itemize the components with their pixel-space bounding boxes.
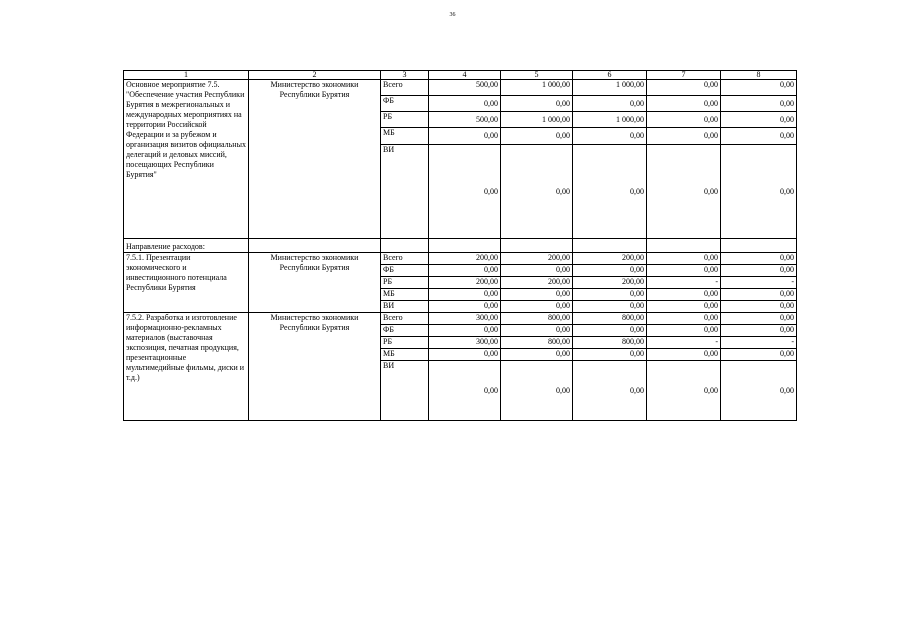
- column-header: 7: [647, 71, 721, 80]
- table-cell: [501, 239, 573, 253]
- table-cell: 0,00: [573, 289, 647, 301]
- table-cell: 200,00: [429, 277, 501, 289]
- table-cell: 0,00: [721, 128, 797, 145]
- table-cell: 200,00: [501, 253, 573, 265]
- table-cell: 0,00: [501, 301, 573, 313]
- table-cell: 0,00: [721, 253, 797, 265]
- activity-name: 7.5.1. Презентации экономического и инвестиционного потенциала Республики Бурятия: [124, 253, 249, 313]
- table-cell: 500,00: [429, 80, 501, 96]
- table-cell: 0,00: [429, 265, 501, 277]
- funding-source: Всего: [381, 253, 429, 265]
- column-header: 8: [721, 71, 797, 80]
- funding-source: МБ: [381, 349, 429, 361]
- table-cell: 800,00: [573, 337, 647, 349]
- table-row: [124, 253, 797, 265]
- funding-source: РБ: [381, 277, 429, 289]
- table-cell: 0,00: [501, 361, 573, 421]
- funding-source: МБ: [381, 289, 429, 301]
- table-cell: 0,00: [573, 301, 647, 313]
- table-cell: 0,00: [573, 325, 647, 337]
- table-cell: 0,00: [429, 128, 501, 145]
- table-cell: 0,00: [429, 145, 501, 239]
- table-cell: 200,00: [573, 277, 647, 289]
- table-cell: 0,00: [721, 112, 797, 128]
- table-cell: 0,00: [501, 128, 573, 145]
- table-cell: 0,00: [647, 128, 721, 145]
- table-cell: 0,00: [721, 80, 797, 96]
- table-cell: 1 000,00: [573, 80, 647, 96]
- funding-source: ФБ: [381, 265, 429, 277]
- table-cell: [249, 239, 381, 253]
- column-header: 4: [429, 71, 501, 80]
- table-cell: 300,00: [429, 337, 501, 349]
- direction-label: Направление расходов:: [124, 239, 249, 253]
- table-cell: 0,00: [429, 361, 501, 421]
- table-cell: 0,00: [501, 349, 573, 361]
- table-cell: 0,00: [721, 325, 797, 337]
- funding-source: ФБ: [381, 325, 429, 337]
- table-cell: 0,00: [647, 313, 721, 325]
- table-cell: 0,00: [647, 112, 721, 128]
- activity-executor: Министерство экономики Республики Бурятия: [249, 253, 381, 313]
- table-cell: 0,00: [501, 145, 573, 239]
- column-numbers-row: [124, 71, 797, 80]
- table-cell: 0,00: [573, 361, 647, 421]
- table-cell: 0,00: [721, 96, 797, 112]
- activity-executor: Министерство экономики Республики Бурятия: [249, 313, 381, 421]
- column-header: 2: [249, 71, 381, 80]
- table-cell: 0,00: [501, 265, 573, 277]
- table-cell: 0,00: [501, 96, 573, 112]
- table-cell: 1 000,00: [501, 80, 573, 96]
- column-header: 5: [501, 71, 573, 80]
- table-cell: 0,00: [647, 325, 721, 337]
- funding-source: ФБ: [381, 96, 429, 112]
- table-cell: -: [721, 277, 797, 289]
- table-cell: 0,00: [647, 289, 721, 301]
- table-cell: 800,00: [501, 313, 573, 325]
- table-cell: 0,00: [647, 265, 721, 277]
- table-cell: 0,00: [647, 361, 721, 421]
- column-header: 3: [381, 71, 429, 80]
- funding-source: ВИ: [381, 361, 429, 421]
- table-row: [124, 80, 797, 96]
- activity-name: 7.5.2. Разработка и изготовление информационно-рекламных материалов (выставочная экспозиция, печатная продукция, презентационные мультимедийные фильмы, диски и т.д.): [124, 313, 249, 421]
- funding-source: ВИ: [381, 145, 429, 239]
- table-row: [124, 239, 797, 253]
- funding-source: РБ: [381, 337, 429, 349]
- table-cell: 0,00: [647, 349, 721, 361]
- funding-source: РБ: [381, 112, 429, 128]
- table-cell: 0,00: [721, 301, 797, 313]
- table-cell: 0,00: [501, 325, 573, 337]
- page-number: 36: [449, 12, 456, 18]
- table-cell: 1 000,00: [501, 112, 573, 128]
- budget-table: [123, 70, 797, 421]
- table-cell: -: [647, 277, 721, 289]
- table-cell: 0,00: [501, 289, 573, 301]
- table-cell: [573, 239, 647, 253]
- table-cell: [429, 239, 501, 253]
- table-cell: 0,00: [573, 128, 647, 145]
- table-cell: 0,00: [647, 253, 721, 265]
- table-cell: 800,00: [501, 337, 573, 349]
- table-cell: [647, 239, 721, 253]
- table-cell: 0,00: [721, 289, 797, 301]
- table-cell: 0,00: [573, 265, 647, 277]
- table-cell: 200,00: [429, 253, 501, 265]
- table-row: [124, 313, 797, 325]
- table-cell: 0,00: [429, 349, 501, 361]
- table-cell: 0,00: [429, 289, 501, 301]
- table-cell: 0,00: [429, 96, 501, 112]
- table-cell: 800,00: [573, 313, 647, 325]
- table-cell: 0,00: [647, 145, 721, 239]
- activity-name: Основное мероприятие 7.5. "Обеспечение участия Республики Бурятия в межрегиональных и международных мероприятиях на территории Российской Федерации и за рубежом и организация визитов официальных делегаций и деловых миссий, посещающих Республики Бурятия": [124, 80, 249, 239]
- table-cell: 300,00: [429, 313, 501, 325]
- table-cell: 0,00: [721, 145, 797, 239]
- funding-source: МБ: [381, 128, 429, 145]
- table-cell: 0,00: [573, 96, 647, 112]
- table-cell: 0,00: [647, 301, 721, 313]
- table-cell: 0,00: [721, 265, 797, 277]
- table-cell: 0,00: [573, 349, 647, 361]
- table-cell: 0,00: [429, 325, 501, 337]
- activity-executor: Министерство экономики Республики Бурятия: [249, 80, 381, 239]
- table-cell: 1 000,00: [573, 112, 647, 128]
- table-cell: [721, 239, 797, 253]
- table-cell: -: [647, 337, 721, 349]
- table-cell: 500,00: [429, 112, 501, 128]
- funding-source: ВИ: [381, 301, 429, 313]
- column-header: 1: [124, 71, 249, 80]
- table-cell: 200,00: [573, 253, 647, 265]
- table-cell: 0,00: [721, 313, 797, 325]
- table-cell: 0,00: [647, 96, 721, 112]
- table-cell: 200,00: [501, 277, 573, 289]
- table-cell: 0,00: [573, 145, 647, 239]
- table-cell: 0,00: [721, 361, 797, 421]
- table-cell: [381, 239, 429, 253]
- funding-source: Всего: [381, 80, 429, 96]
- table-cell: -: [721, 337, 797, 349]
- column-header: 6: [573, 71, 647, 80]
- table-cell: 0,00: [647, 80, 721, 96]
- funding-source: Всего: [381, 313, 429, 325]
- table-cell: 0,00: [721, 349, 797, 361]
- table-cell: 0,00: [429, 301, 501, 313]
